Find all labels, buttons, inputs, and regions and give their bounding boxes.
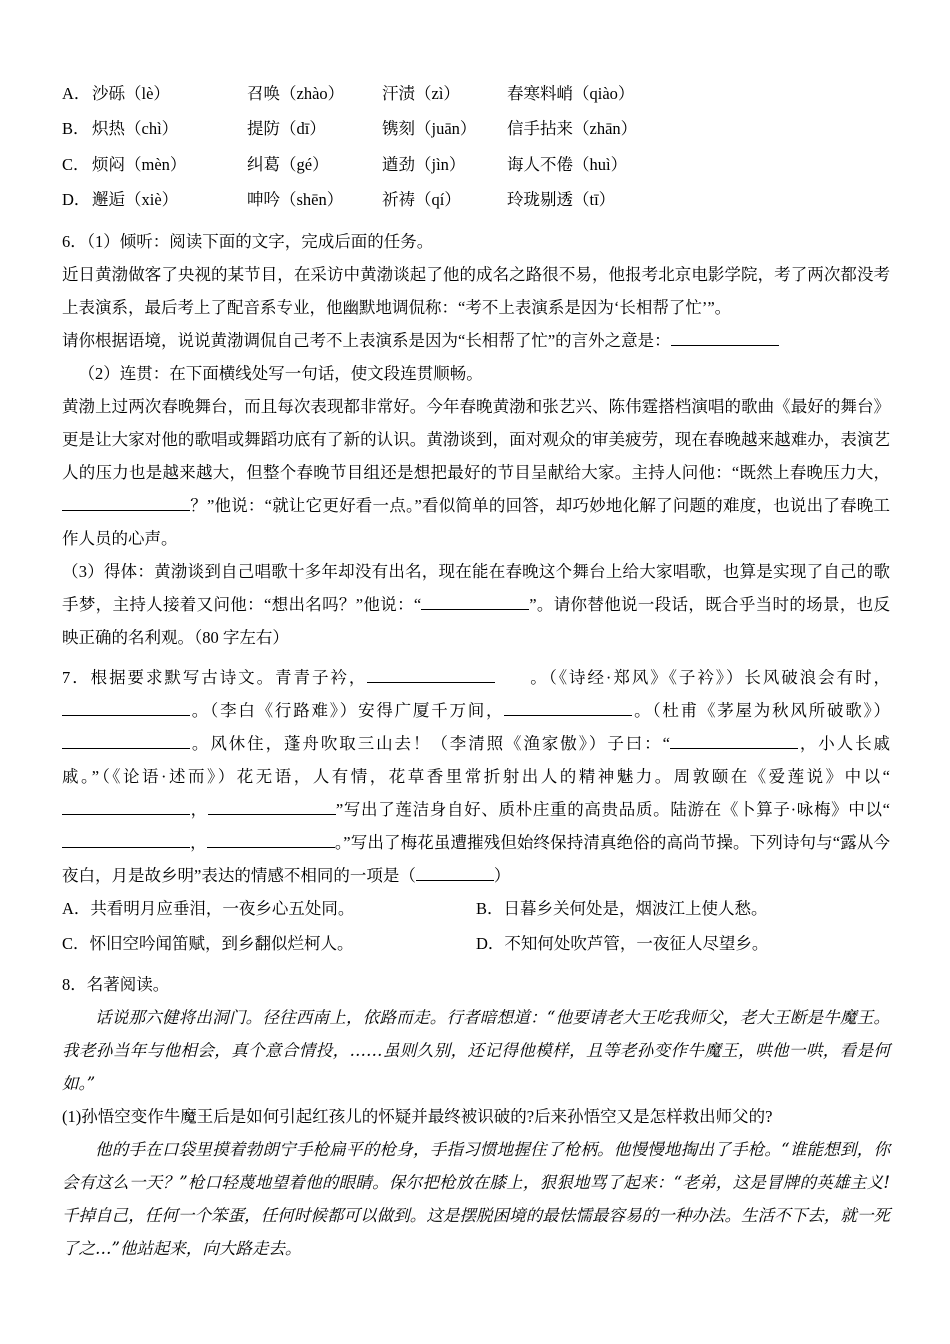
question-6-item-2-stem: （2）连贯：在下面横线处写一句话，使文段连贯顺畅。 <box>78 363 483 383</box>
choice-label-c: C． <box>62 154 90 174</box>
q7-b: 。（《诗经·郑风》《子衿》）长风破浪会有时， <box>528 667 891 687</box>
answer-blank[interactable] <box>504 715 632 716</box>
q7-j: 。”写出了梅花虽遭摧残但始终保持清真绝俗的高尚节操。下列诗句与“露从今夜白，月是故乡明”表达的情感不相同的一项是（ <box>62 832 890 885</box>
choice-item: 遒劲（jìn） <box>382 154 466 174</box>
option-d-label: D． <box>476 933 505 953</box>
option-d[interactable] <box>476 927 890 962</box>
question-7-body <box>62 661 890 892</box>
q7-d: 。（杜甫《茅屋为秋风所破歌》） <box>632 700 891 720</box>
option-b-text: 日暮乡关何处是，烟波江上使人愁。 <box>503 898 768 918</box>
question-6-task-1 <box>62 324 890 357</box>
q7-c: 。（李白《行路难》）安得广厦千万间， <box>190 700 505 720</box>
item-3-part-b: ”。请你替他说一段话，既合乎当时的场景，也反映正确的名利观。（80 字左右） <box>62 594 890 647</box>
answer-blank[interactable] <box>207 847 335 848</box>
question-7 <box>62 661 890 961</box>
choice-item: 玲珑剔透（tī） <box>507 190 616 210</box>
question-5-choices <box>62 76 890 218</box>
choice-item: 邂逅（xiè） <box>92 190 179 210</box>
q7-i: ， <box>190 832 207 852</box>
choice-row <box>62 111 890 146</box>
passage-2-part-b: ？”他说：“就让它更好看一点。”看似简单的回答，却巧妙地化解了问题的难度，也说出了春晚工作人员的心声。 <box>62 495 890 548</box>
item-3-part-a: （3）得体：黄渤谈到自己唱歌十多年却没有出名，现在能在春晚这个舞台上给大家唱歌，也算是实现了自己的歌手梦，主持人接着又问他：“想出名吗？”他说：“ <box>62 561 890 614</box>
option-b-label: B． <box>476 898 504 918</box>
choice-item: 镌刻（juān） <box>382 119 477 139</box>
answer-blank[interactable] <box>367 682 495 683</box>
choice-label-b: B． <box>62 119 90 139</box>
choice-item: 提防（dī） <box>247 119 326 139</box>
option-c[interactable] <box>62 927 476 962</box>
q7-e: 。风休住，蓬舟吹取三山去！（李清照《渔家傲》）子曰：“ <box>190 733 670 753</box>
answer-blank[interactable] <box>62 847 190 848</box>
choice-item: 信手拈来（zhān） <box>507 119 638 139</box>
question-8 <box>62 968 890 1265</box>
answer-blank[interactable] <box>671 345 779 346</box>
question-7-options-row-1 <box>62 892 890 927</box>
answer-blank[interactable] <box>208 814 336 815</box>
q7-a: 7．根据要求默写古诗文。青青子衿， <box>62 667 368 687</box>
question-6-passage-1: 近日黄渤做客了央视的某节目，在采访中黄渤谈起了他的成名之路很不易，他报考北京电影学院，考了两次都没考上表演系，最后考上了配音系专业，他幽默地调侃称：“考不上表演系是因为‘长相帮了忙’”。 <box>62 264 890 317</box>
choice-label-d: D． <box>62 190 91 210</box>
choice-item: 烦闷（mèn） <box>92 154 187 174</box>
q7-f: ，小人长戚戚。”（《论语·述而》）花无语，人有情，花草香里常折射出人的精神魅力。周敦颐在《爱莲说》中以“ <box>62 733 891 786</box>
q7-k: ） <box>493 865 511 885</box>
choice-label-a: A． <box>62 84 91 103</box>
choice-row <box>62 182 890 217</box>
option-a-label: A． <box>62 898 91 918</box>
option-a[interactable] <box>62 892 476 927</box>
choice-item: 诲人不倦（huì） <box>507 154 628 174</box>
choice-item: 春寒料峭（qiào） <box>507 84 635 103</box>
question-8-quote-2: 他的手在口袋里摸着勃朗宁手枪扁平的枪身，手指习惯地握住了枪柄。他慢慢地掏出了手枪。“谁能想到，你会有这么一天？”枪口轻蔑地望着他的眼睛。保尔把枪放在膝上，狠狠地骂了起来：“老弟，这是冒牌的英雄主义!千掉自己，任何一个笨蛋，任何时候都可以做到。这是摆脱困境的最怯懦最容易的一种办法。生活不下去，就一死了之…”他站起来，向大路走去。 <box>62 1140 890 1259</box>
answer-blank[interactable] <box>62 814 190 815</box>
question-7-options-row-2 <box>62 927 890 962</box>
option-b[interactable] <box>476 892 890 927</box>
question-8-quote-1: 话说那六健将出洞门。径往西南上，依路而走。行者暗想道：“他要请老大王吃我师父，老大王断是牛魔王。我老孙当年与他相会，真个意合情投，……虽则久别，还记得他模样，且等老孙变作牛魔王，哄他一哄，看是何如。” <box>62 1008 890 1094</box>
question-6 <box>62 225 890 654</box>
answer-blank[interactable] <box>62 748 190 749</box>
option-d-text: 不知何处吹芦管，一夜征人尽望乡。 <box>504 933 769 953</box>
answer-blank[interactable] <box>421 609 529 610</box>
question-6-task-1-text: 请你根据语境，说说黄渤调侃自己考不上表演系是因为“长相帮了忙”的言外之意是： <box>62 330 671 350</box>
choice-item: 沙砾（lè） <box>92 84 170 103</box>
choice-item: 纠葛（gé） <box>247 154 329 174</box>
question-8-stem: 8．名著阅读。 <box>62 975 170 995</box>
answer-blank[interactable] <box>670 748 798 749</box>
choice-row <box>62 76 890 111</box>
question-6-item-3 <box>62 555 890 654</box>
option-a-text: 共看明月应垂泪，一夜乡心五处同。 <box>90 898 355 918</box>
choice-item: 祈祷（qí） <box>382 190 461 210</box>
q7-g: ， <box>190 799 208 819</box>
q7-h: ”写出了莲洁身自好、质朴庄重的高贵品质。陆游在《卜算子·咏梅》中以“ <box>335 799 890 819</box>
question-6-passage-2 <box>62 390 890 555</box>
option-c-label: C． <box>62 933 90 953</box>
choice-item: 召唤（zhào） <box>247 84 345 103</box>
choice-item: 炽热（chì） <box>92 119 179 139</box>
choice-item: 汗渍（zì） <box>382 84 460 103</box>
option-c-text: 怀旧空吟闻笛赋，到乡翻似烂柯人。 <box>89 933 354 953</box>
answer-blank[interactable] <box>62 510 190 511</box>
answer-blank[interactable] <box>416 880 494 881</box>
choice-row <box>62 147 890 182</box>
question-8-sub-1: (1)孙悟空变作牛魔王后是如何引起红孩儿的怀疑并最终被识破的?后来孙悟空又是怎样救出师父的? <box>62 1107 773 1127</box>
passage-2-part-a: 黄渤上过两次春晚舞台，而且每次表现都非常好。今年春晚黄渤和张艺兴、陈伟霆搭档演唱的歌曲《最好的舞台》更是让大家对他的歌唱或舞蹈功底有了新的认识。黄渤谈到，面对观众的审美疲劳，现在春晚越来越难办，表演艺人的压力也是越来越大，但整个春晚节目组还是想把最好的节目呈献给大家。主持人问他：“既然上春晚压力大， <box>62 396 890 482</box>
answer-blank[interactable] <box>62 715 190 716</box>
question-6-stem: 6．（1）倾听：阅读下面的文字，完成后面的任务。 <box>62 231 434 251</box>
choice-item: 呻吟（shēn） <box>247 190 344 210</box>
